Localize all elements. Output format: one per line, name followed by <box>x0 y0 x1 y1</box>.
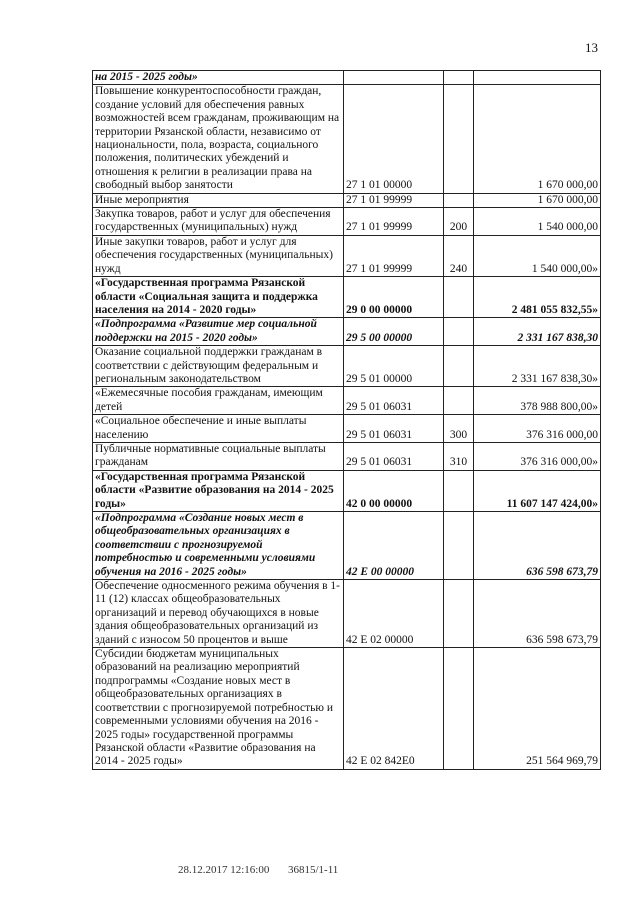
amount-cell: 636 598 673,79 <box>474 580 601 648</box>
name-cell: «Социальное обеспечение и иные выплаты населению <box>93 415 344 443</box>
code-cell: 29 5 00 00000 <box>344 318 444 346</box>
code-cell: 27 1 01 00000 <box>344 85 444 193</box>
amount-cell: 636 598 673,79 <box>474 512 601 580</box>
name-cell: Оказание социальной поддержки гражданам в соответствии с действующим федеральным и региональным законодательством <box>93 346 344 387</box>
code-cell: 42 E 02 00000 <box>344 580 444 648</box>
table-row <box>93 277 601 318</box>
name-cell: Иные мероприятия <box>93 193 344 207</box>
table-body <box>93 71 601 770</box>
amount-cell <box>474 71 601 85</box>
amount-cell: 376 316 000,00» <box>474 442 601 470</box>
name-cell: Публичные нормативные социальные выплаты гражданам <box>93 442 344 470</box>
expense-type-cell <box>444 85 474 193</box>
table-row <box>93 193 601 207</box>
expense-type-cell <box>444 648 474 770</box>
name-cell: «Государственная программа Рязанской области «Социальная защита и поддержка населения на 2014 - 2020 годы» <box>93 277 344 318</box>
code-cell: 29 5 01 06031 <box>344 415 444 443</box>
amount-cell: 251 564 969,79 <box>474 648 601 770</box>
footer-datetime: 28.12.2017 12:16:00 <box>178 864 270 876</box>
table-row <box>93 580 601 648</box>
table-row <box>93 387 601 415</box>
expense-type-cell: 200 <box>444 208 474 236</box>
page-number: 13 <box>585 40 598 55</box>
name-cell: Повышение конкурентоспособности граждан, создание условий для обеспечения равных возможностей всем гражданам, проживающим на территории Рязанской области, независимо от национальности, пола, возраста, социального положения, политических убеждений и отношения к религии в реализации права на свободный выбор занятости <box>93 85 344 193</box>
amount-cell: 1 540 000,00» <box>474 235 601 276</box>
name-cell: Иные закупки товаров, работ и услуг для обеспечения государственных (муниципальных) нужд <box>93 235 344 276</box>
table-row <box>93 442 601 470</box>
expense-type-cell <box>444 71 474 85</box>
name-cell: Субсидии бюджетам муниципальных образований на реализацию мероприятий подпрограммы «Создание новых мест в общеобразовательных организациях в соответствии с прогнозируемой потребностью и современными условиями обучения на 2016 - 2025 годы» государственной программы Рязанской области «Развитие образования на 2014 - 2025 годы» <box>93 648 344 770</box>
amount-cell: 378 988 800,00» <box>474 387 601 415</box>
expense-type-cell <box>444 277 474 318</box>
name-cell: «Подпрограмма «Развитие мер социальной поддержки на 2015 - 2020 годы» <box>93 318 344 346</box>
table-row <box>93 235 601 276</box>
code-cell: 27 1 01 99999 <box>344 208 444 236</box>
amount-cell: 2 331 167 838,30 <box>474 318 601 346</box>
amount-cell: 1 670 000,00 <box>474 85 601 193</box>
code-cell: 27 1 01 99999 <box>344 235 444 276</box>
table-row <box>93 512 601 580</box>
name-cell: «Ежемесячные пособия гражданам, имеющим детей <box>93 387 344 415</box>
expense-type-cell <box>444 387 474 415</box>
expense-type-cell <box>444 470 474 511</box>
table-row <box>93 85 601 193</box>
code-cell: 29 5 01 06031 <box>344 387 444 415</box>
name-cell: «Подпрограмма «Создание новых мест в общеобразовательных организациях в соответствии с прогнозируемой потребностью и современными условиями обучения на 2016 - 2025 годы» <box>93 512 344 580</box>
table-row <box>93 71 601 85</box>
expense-type-cell <box>444 193 474 207</box>
code-cell: 42 E 02 842E0 <box>344 648 444 770</box>
name-cell: Закупка товаров, работ и услуг для обеспечения государственных (муниципальных) нужд <box>93 208 344 236</box>
expense-type-cell <box>444 346 474 387</box>
name-cell: «Государственная программа Рязанской области «Развитие образования на 2014 - 2025 годы» <box>93 470 344 511</box>
name-cell: на 2015 - 2025 годы» <box>93 71 344 85</box>
amount-cell: 1 540 000,00 <box>474 208 601 236</box>
amount-cell: 2 481 055 832,55» <box>474 277 601 318</box>
table-row <box>93 648 601 770</box>
code-cell: 29 5 01 06031 <box>344 442 444 470</box>
expense-type-cell <box>444 512 474 580</box>
amount-cell: 11 607 147 424,00» <box>474 470 601 511</box>
table-row <box>93 346 601 387</box>
table-row <box>93 415 601 443</box>
table-row <box>93 318 601 346</box>
code-cell: 29 0 00 00000 <box>344 277 444 318</box>
amount-cell: 376 316 000,00 <box>474 415 601 443</box>
code-cell: 42 E 00 00000 <box>344 512 444 580</box>
amount-cell: 2 331 167 838,30» <box>474 346 601 387</box>
code-cell: 29 5 01 00000 <box>344 346 444 387</box>
expense-type-cell: 310 <box>444 442 474 470</box>
table-row <box>93 470 601 511</box>
code-cell: 27 1 01 99999 <box>344 193 444 207</box>
name-cell: Обеспечение односменного режима обучения в 1-11 (12) классах общеобразовательных организаций и перевод обучающихся в новые здания общеобразовательных организаций из зданий с износом 50 процентов и выше <box>93 580 344 648</box>
expense-type-cell <box>444 580 474 648</box>
table-row <box>93 208 601 236</box>
budget-table <box>92 70 601 770</box>
footer-doc-id: 36815/1-11 <box>288 864 339 876</box>
code-cell: 42 0 00 00000 <box>344 470 444 511</box>
expense-type-cell <box>444 318 474 346</box>
amount-cell: 1 670 000,00 <box>474 193 601 207</box>
code-cell <box>344 71 444 85</box>
expense-type-cell: 300 <box>444 415 474 443</box>
expense-type-cell: 240 <box>444 235 474 276</box>
